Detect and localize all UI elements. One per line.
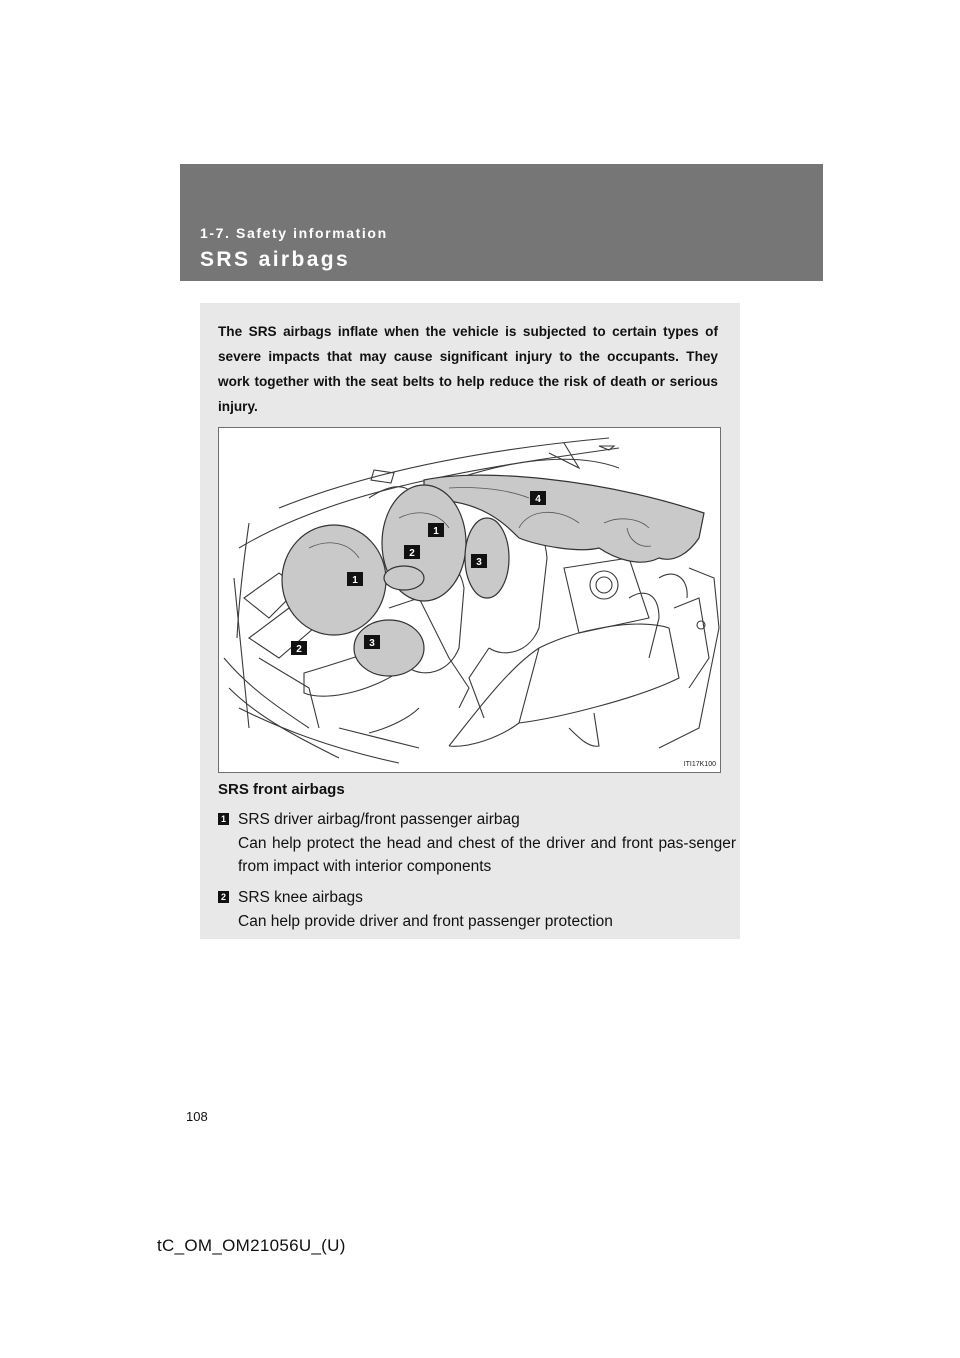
svg-text:1: 1 <box>352 575 358 586</box>
svg-text:4: 4 <box>535 494 541 505</box>
svg-text:3: 3 <box>369 638 375 649</box>
page-title: SRS airbags <box>200 248 351 271</box>
front-airbags-heading: SRS front airbags <box>218 781 345 798</box>
section-label: 1-7. Safety information <box>200 225 388 241</box>
document-code: tC_OM_OM21056U_(U) <box>157 1236 346 1255</box>
intro-paragraph: The SRS airbags inflate when the vehicle is subjected to certain types of severe impacts that may cause significant injury to the occupants. They work together with the seat belts to help reduce the risk of death or serious injury. <box>218 324 718 414</box>
content-box <box>200 303 740 939</box>
airbag-illustration <box>218 427 721 773</box>
number-badge: 2 <box>218 891 229 903</box>
item-description: Can help provide driver and front passenger protection <box>238 913 613 930</box>
number-badge: 1 <box>218 813 229 825</box>
car-interior-drawing <box>219 428 721 773</box>
chapter-header <box>180 164 823 281</box>
item-title: SRS knee airbags <box>238 889 363 906</box>
svg-text:1: 1 <box>433 526 439 537</box>
svg-text:2: 2 <box>409 548 415 559</box>
figure-code: ITI17K100 <box>683 761 716 768</box>
svg-text:3: 3 <box>476 557 482 568</box>
item-title: SRS driver airbag/front passenger airbag <box>238 811 520 828</box>
svg-text:2: 2 <box>296 644 302 655</box>
item-description: Can help protect the head and chest of the driver and front pas-senger from impact with interior components <box>238 835 736 875</box>
page-number: 108 <box>186 1109 208 1124</box>
